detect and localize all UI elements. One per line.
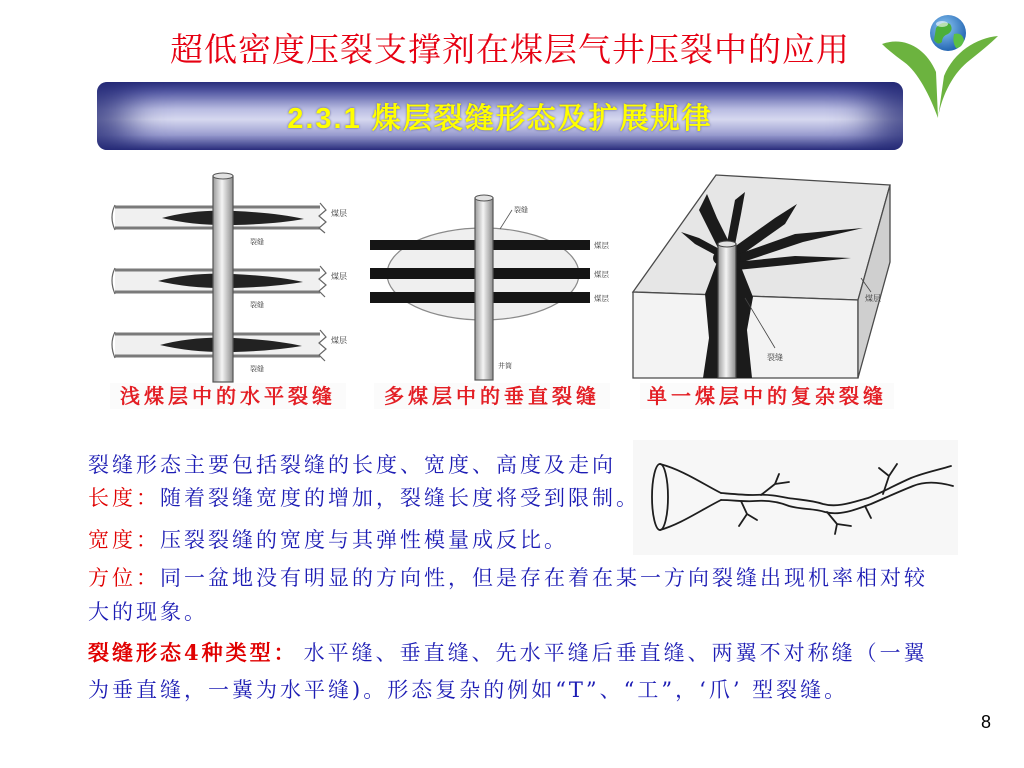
break-mark <box>112 205 115 230</box>
wellbore-top <box>718 241 736 247</box>
types-text: 水平缝、垂直缝、先水平缝后垂直缝、两翼不对称缝（一翼 <box>303 641 928 665</box>
orientation-line <box>88 565 928 591</box>
types-label: 裂缝形态4种类型： <box>88 640 298 665</box>
fracture-label: 裂缝 <box>250 365 264 373</box>
globe-highlight <box>936 21 948 27</box>
fracture-label: 裂缝 <box>250 301 264 309</box>
section-banner <box>97 82 903 150</box>
seam-label: 煤层 <box>331 336 347 345</box>
wellbore <box>718 241 736 378</box>
width-label: 宽度： <box>88 528 160 552</box>
intro-text: 裂缝形态主要包括裂缝的长度、宽度、高度及走向 <box>88 453 616 477</box>
break-mark <box>319 330 326 361</box>
horizontal-fracture-diagram <box>100 168 355 383</box>
figure-caption-vertical: 多煤层中的垂直裂缝 <box>374 383 610 409</box>
fracture-label: 裂缝 <box>767 353 783 362</box>
orientation-text: 同一盆地没有明显的方向性，但是存在着在某一方向裂缝出现机率相对较 <box>160 566 928 590</box>
types-line <box>88 640 928 666</box>
complex-fracture-diagram <box>625 170 895 382</box>
section-heading: 2.3.1 煤层裂缝形态及扩展规律 <box>287 102 713 135</box>
length-text: 随着裂缝宽度的增加，裂缝长度将受到限制。 <box>160 486 640 510</box>
break-mark <box>319 266 326 297</box>
wellbore-top <box>475 195 493 201</box>
orientation-line-continued <box>88 599 208 625</box>
wellbore-top <box>213 173 233 179</box>
seam-label: 煤层 <box>331 272 347 281</box>
break-mark <box>112 332 115 358</box>
slide-title: 超低密度压裂支撑剂在煤层气井压裂中的应用 <box>170 30 850 69</box>
seam-label: 煤层 <box>331 209 347 218</box>
wellbore-body <box>718 244 736 378</box>
width-text: 压裂裂缝的宽度与其弹性模量成反比。 <box>160 528 568 552</box>
branching-fracture-sketch <box>633 440 958 555</box>
wellbore <box>213 173 233 382</box>
vertical-fracture-diagram <box>362 190 620 382</box>
figure-caption-horizontal: 浅煤层中的水平裂缝 <box>110 383 346 409</box>
page-number: 8 <box>980 712 991 732</box>
wellbore-label: 井筒 <box>498 362 512 370</box>
intro-line <box>88 452 616 478</box>
length-line <box>88 485 640 511</box>
fracture-label: 裂缝 <box>514 206 528 214</box>
seam-label: 煤层 <box>594 241 609 250</box>
orientation-label: 方位： <box>88 566 160 590</box>
types-text-continued: 为垂直缝，一冀为水平缝)。形态复杂的例如“T”、“工”，‘爪’ 型裂缝。 <box>88 678 849 702</box>
width-line <box>88 527 568 553</box>
seam-label: 煤层 <box>594 294 609 303</box>
types-line-continued <box>88 677 848 703</box>
seam-label: 煤层 <box>594 270 609 279</box>
figure-caption-complex: 单一煤层中的复杂裂缝 <box>640 383 894 409</box>
wellbore-body <box>213 176 233 382</box>
fracture-label: 裂缝 <box>250 238 264 246</box>
break-mark <box>112 268 115 294</box>
seam-label: 煤层 <box>865 294 881 303</box>
label-leader-line <box>500 210 512 229</box>
wellbore <box>475 195 493 380</box>
orientation-text-continued: 大的现象。 <box>88 600 208 624</box>
break-mark <box>319 203 326 233</box>
sketch-background <box>633 440 958 555</box>
wellbore-body <box>475 198 493 380</box>
length-label: 长度： <box>88 486 160 510</box>
